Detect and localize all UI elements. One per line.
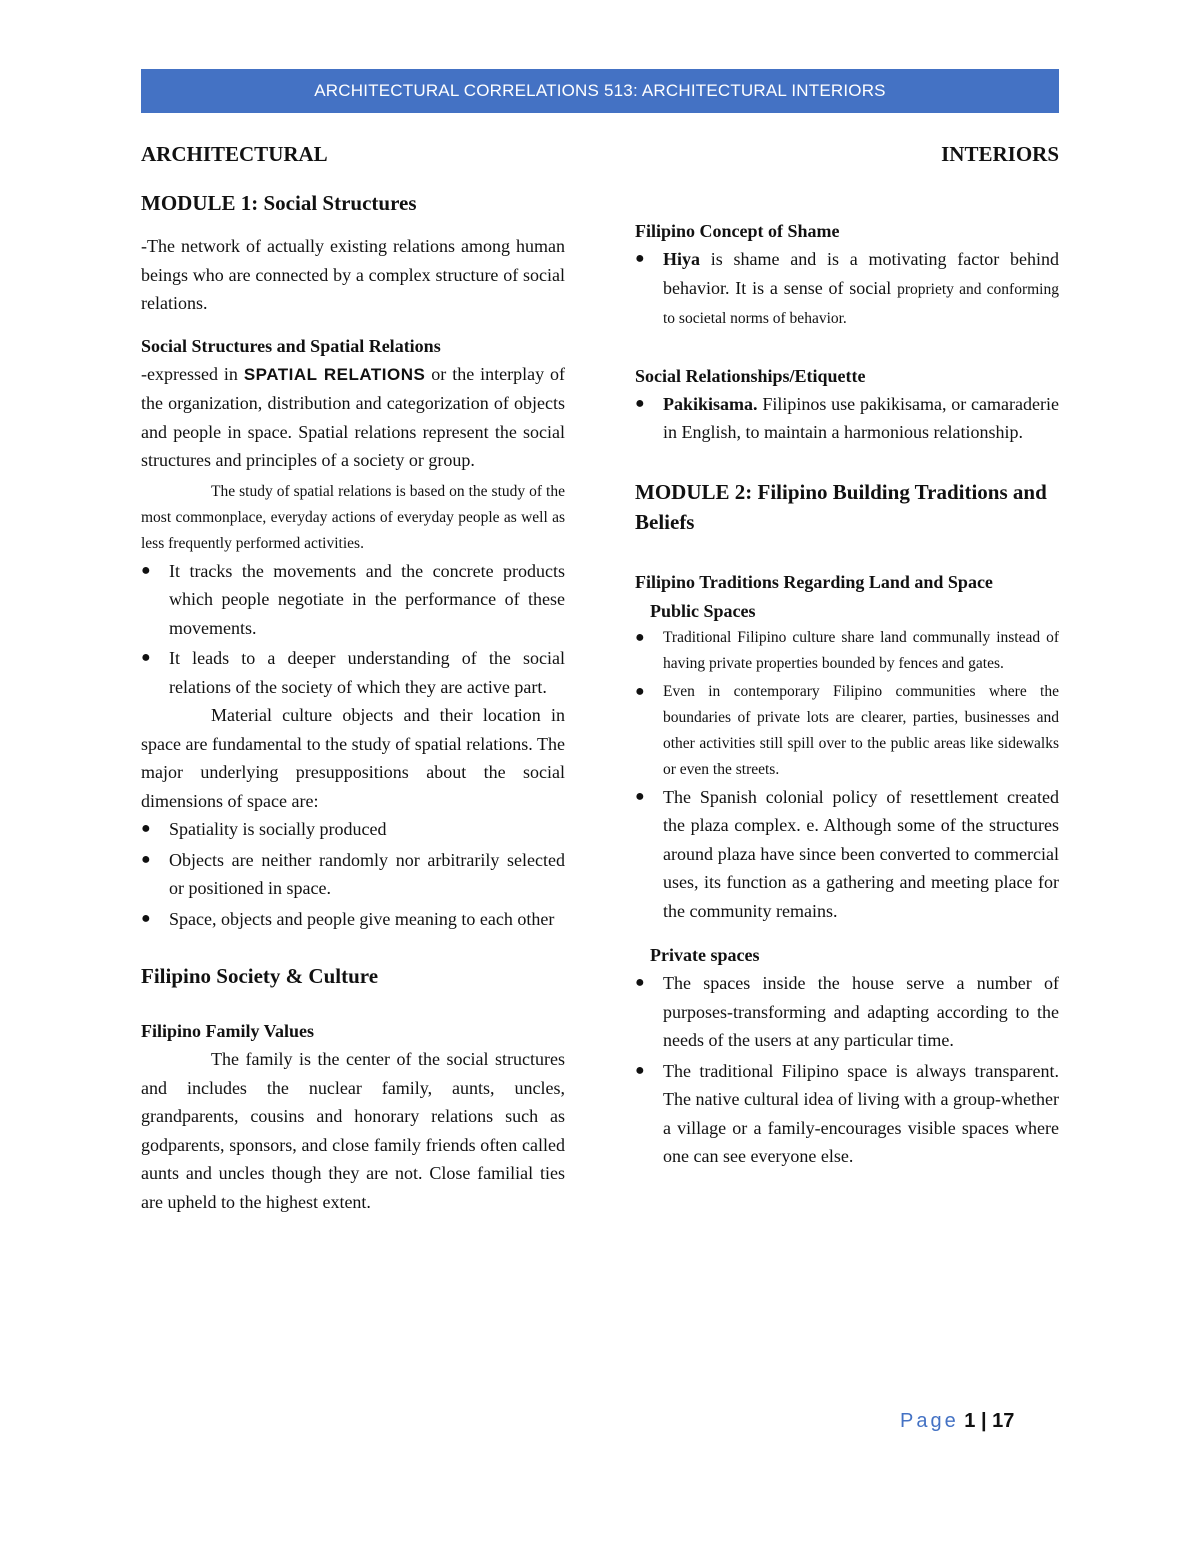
list-item: ● Pakikisama. Filipinos use pakikisama, or camaraderie in English, to maintain a harmonious relationship. — [635, 390, 1059, 447]
header-banner: ARCHITECTURAL CORRELATIONS 513: ARCHITECTURAL INTERIORS — [141, 69, 1059, 113]
list-item: ● The spaces inside the house serve a number of purposes-transforming and adapting according to the needs of the users at any particular time. — [635, 969, 1059, 1055]
bullet-icon: ● — [141, 561, 151, 579]
bullet-icon: ● — [635, 250, 645, 267]
bullet-list-2 — [141, 815, 565, 933]
traditions-heading: Filipino Traditions Regarding Land and Space — [635, 571, 993, 592]
page-total: 17 — [992, 1410, 1015, 1432]
module1-intro: -The network of actually existing relations among human beings who are connected by a complex structure of social relations. — [141, 236, 565, 313]
list-item: ● It tracks the movements and the concrete products which people negotiate in the performance of these movements. — [141, 557, 565, 643]
ffv-paragraph: The family is the center of the social structures and includes the nuclear family, aunts, uncles, grandparents, cousins and honorary relations such as godparents, sponsors, and close family friends often called aunts and uncles though they are not. Close familial ties are upheld to the highest extent. — [141, 1049, 565, 1212]
ffv-heading: Filipino Family Values — [141, 1021, 315, 1041]
bullet-icon: ● — [635, 1061, 645, 1079]
bullet-icon: ● — [635, 974, 645, 991]
bullet-icon: ● — [141, 649, 151, 666]
document-title — [141, 142, 1059, 167]
left-column — [141, 188, 565, 1216]
page-number — [900, 1410, 1014, 1433]
ssr-paragraph-3: Material culture objects and their location in space are fundamental to the study of spatial relations. The major underlying presuppositions about the social dimensions of space are: — [141, 705, 565, 811]
private-list — [635, 969, 1059, 1171]
ssr-p1-pre: -expressed in — [141, 363, 244, 384]
bullet-icon: ● — [635, 394, 645, 412]
ssr-p1-post: or the interplay of the organization, distribution and categorization of objects and people in space. Spatial relations represent the social structures and principles of a society or group. — [141, 363, 566, 470]
list-item: ● The traditional Filipino space is always transparent. The native cultural idea of living with a group-whether a village or a family-encourages visible spaces where one can see everyone else. — [635, 1057, 1059, 1171]
ssr-p1-caps: SPATIAL RELATIONS — [243, 364, 426, 384]
list-item: ● It leads to a deeper understanding of the social relations of the society of which they are active part. — [141, 644, 565, 701]
bullet-icon: ● — [141, 820, 151, 837]
public-list — [635, 625, 1059, 783]
module2-title: MODULE 2: Filipino Building Traditions and Beliefs — [635, 479, 1047, 534]
page-current: 1 — [964, 1410, 976, 1432]
list-item: ● Even in contemporary Filipino communities where the boundaries of private lots are clearer, parties, businesses and other activities still spill over to the public areas like sidewalks or even the streets. — [635, 679, 1059, 783]
social-heading: Social Relationships/Etiquette — [635, 365, 866, 386]
social-list — [635, 390, 1059, 447]
list-item: ● Objects are neither randomly nor arbitrarily selected or positioned in space. — [141, 846, 565, 903]
right-column — [635, 217, 1059, 1171]
public-heading: Public Spaces — [650, 600, 756, 621]
bullet-icon: ● — [635, 682, 645, 700]
shame-list — [635, 245, 1059, 332]
list-item: ● Space, objects and people give meaning to each other — [141, 905, 565, 934]
page-separator: | — [980, 1410, 987, 1432]
ssr-paragraph-1 — [141, 360, 565, 475]
ssr-heading: Social Structures and Spatial Relations — [141, 335, 441, 356]
title-right: INTERIORS — [941, 142, 1059, 166]
list-item: ● Spatiality is socially produced — [141, 815, 565, 844]
bullet-icon: ● — [635, 628, 645, 646]
private-heading: Private spaces — [650, 945, 760, 965]
bullet-list-1 — [141, 557, 565, 702]
public-list-2 — [635, 783, 1059, 926]
page-label: Page — [900, 1410, 959, 1432]
title-left: ARCHITECTURAL — [141, 142, 328, 166]
list-item: ● Traditional Filipino culture share land communally instead of having private properties bounded by fences and gates. — [635, 625, 1059, 677]
bullet-icon: ● — [141, 850, 151, 868]
module1-title: MODULE 1: Social Structures — [141, 191, 417, 215]
fsc-heading: Filipino Society & Culture — [141, 964, 379, 988]
list-item: ● The Spanish colonial policy of resettlement created the plaza complex. e. Although some of the structures around plaza have since been converted to commercial uses, its function as a gathering and meeting place for the community remains. — [635, 783, 1059, 926]
ssr-paragraph-2: The study of spatial relations is based on the study of the most commonplace, everyday actions of everyday people as well as less frequently performed activities. — [141, 482, 565, 552]
bullet-icon: ● — [141, 909, 151, 927]
list-item: ● Hiya is shame and is a motivating factor behind behavior. It is a sense of social propriety and conforming to societal norms of behavior. — [635, 245, 1059, 332]
shame-heading: Filipino Concept of Shame — [635, 221, 840, 241]
bullet-icon: ● — [635, 787, 645, 805]
